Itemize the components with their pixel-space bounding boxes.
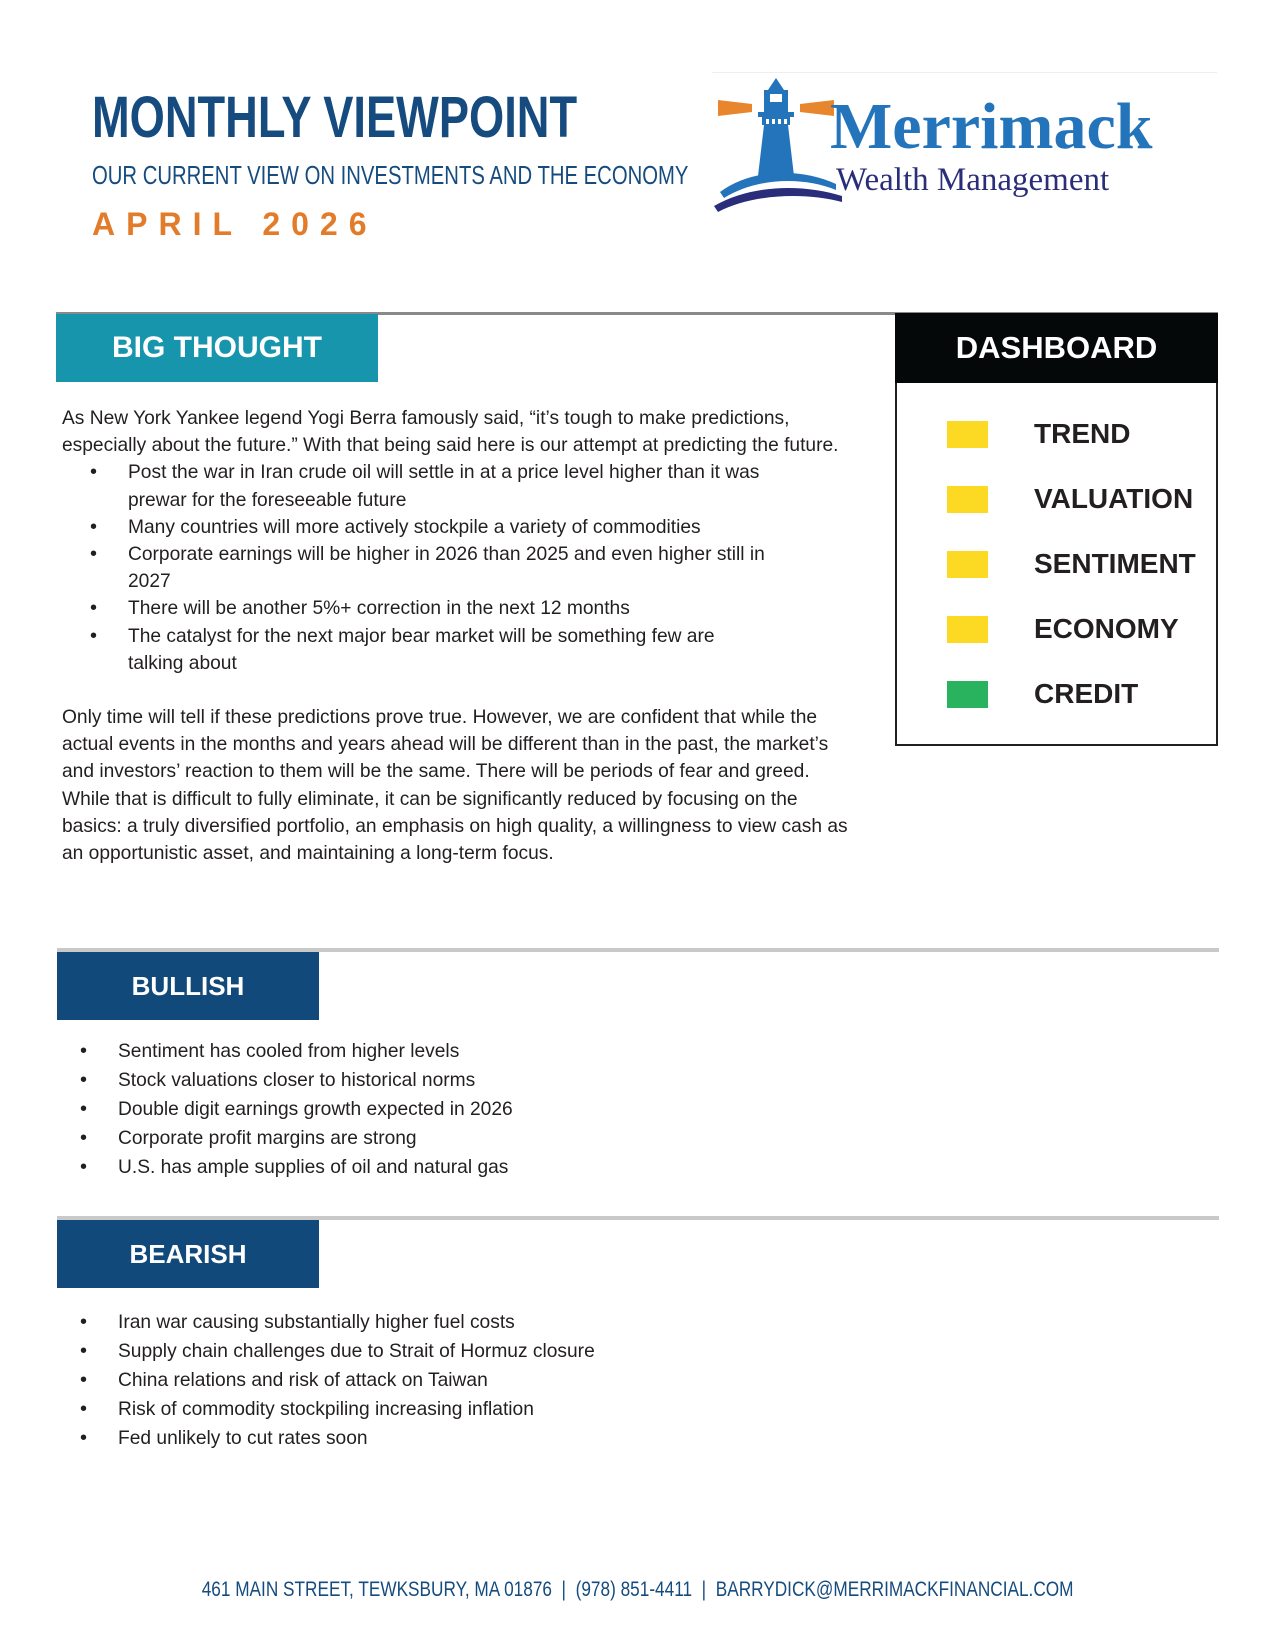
dashboard-item-label: SENTIMENT <box>1034 548 1196 579</box>
status-indicator <box>947 421 988 448</box>
status-indicator <box>947 551 988 578</box>
lighthouse-icon <box>712 72 842 212</box>
footer-address: 461 MAIN STREET, TEWKSBURY, MA 01876 <box>201 1578 552 1601</box>
footer-phone[interactable]: (978) 851-4411 <box>575 1578 692 1601</box>
dashboard-item-credit <box>947 677 1138 711</box>
bullish-heading <box>57 952 319 1020</box>
footer-contact <box>202 1578 1074 1602</box>
big-thought-heading-text: BIG THOUGHT <box>112 331 322 364</box>
logo-name-line-1: Merrimack <box>830 90 1153 163</box>
big-thought-heading <box>56 314 378 382</box>
bullish-item: • Sentiment has cooled from higher levels <box>80 1037 780 1066</box>
dashboard-item-label: TREND <box>1034 418 1131 449</box>
bullish-item: • Stock valuations closer to historical norms <box>80 1066 780 1095</box>
predictions-list <box>90 459 852 677</box>
bullish-heading-text: BULLISH <box>131 970 245 1001</box>
footer-separator: | <box>561 1578 566 1601</box>
dashboard-item-label: CREDIT <box>1034 678 1139 709</box>
dashboard-item-trend <box>947 417 1130 451</box>
bullish-item: • Corporate profit margins are strong <box>80 1124 780 1153</box>
bearish-item: • Fed unlikely to cut rates soon <box>80 1424 780 1453</box>
bullish-item: • U.S. has ample supplies of oil and natural gas <box>80 1153 780 1182</box>
bearish-heading-text: BEARISH <box>129 1238 247 1269</box>
big-thought-conclusion: Only time will tell if these predictions prove true. However, we are confident that while the actual events in the months and years ahead will be different than in the past, the market’s and investors’ reaction to them will be the same. There will be periods of fear and greed. While that is difficult to fully eliminate, it can be significantly reduced by focusing on the basics: a truly diversified portfolio, an emphasis on high quality, a willingness to view cash as an opportunistic asset, and maintaining a long-term focus. <box>62 707 848 865</box>
footer-email[interactable]: BARRYDICK@MERRIMACKFINANCIAL.COM <box>715 1578 1074 1601</box>
prediction-item: • There will be another 5%+ correction in the next 12 months <box>90 595 852 622</box>
bullish-list <box>80 1037 780 1182</box>
dashboard-item-economy <box>947 612 1179 646</box>
dashboard-heading: DASHBOARD <box>895 313 1218 383</box>
bearish-list <box>80 1308 780 1453</box>
dashboard-item-label: ECONOMY <box>1034 613 1179 644</box>
company-logo <box>712 72 1217 212</box>
bullish-item: • Double digit earnings growth expected in 2026 <box>80 1095 780 1124</box>
big-thought-intro: As New York Yankee legend Yogi Berra famously said, “it’s tough to make predictions, especially about the future.” With that being said here is our attempt at predicting the future. <box>62 408 839 457</box>
bearish-heading <box>57 1220 319 1288</box>
page-title: MONTHLY VIEWPOINT <box>92 85 578 150</box>
dashboard-item-sentiment <box>947 547 1196 581</box>
dashboard-item-valuation <box>947 482 1193 516</box>
big-thought-body <box>62 405 852 867</box>
prediction-item: • Many countries will more actively stockpile a variety of commodities <box>90 514 852 541</box>
bearish-item: • Supply chain challenges due to Strait of Hormuz closure <box>80 1337 780 1366</box>
bearish-item: • Risk of commodity stockpiling increasing inflation <box>80 1395 780 1424</box>
bearish-item: • Iran war causing substantially higher fuel costs <box>80 1308 780 1337</box>
prediction-item: • The catalyst for the next major bear market will be something few are talking about <box>90 623 852 677</box>
prediction-item: • Corporate earnings will be higher in 2026 than 2025 and even higher still in 2027 <box>90 541 852 595</box>
dashboard-item-label: VALUATION <box>1034 483 1194 514</box>
footer-separator: | <box>701 1578 707 1601</box>
bearish-item: • China relations and risk of attack on Taiwan <box>80 1366 780 1395</box>
issue-date: APRIL 2026 <box>92 206 378 242</box>
page-subtitle: OUR CURRENT VIEW ON INVESTMENTS AND THE ECONOMY <box>92 160 689 190</box>
footer <box>0 1578 1275 1602</box>
status-indicator <box>947 616 988 643</box>
dashboard-panel <box>895 313 1218 746</box>
prediction-item: • Post the war in Iran crude oil will settle in at a price level higher than it was prewar for the foreseeable future <box>90 459 852 513</box>
status-indicator <box>947 681 988 708</box>
status-indicator <box>947 486 988 513</box>
logo-name-line-2: Wealth Management <box>836 162 1110 198</box>
